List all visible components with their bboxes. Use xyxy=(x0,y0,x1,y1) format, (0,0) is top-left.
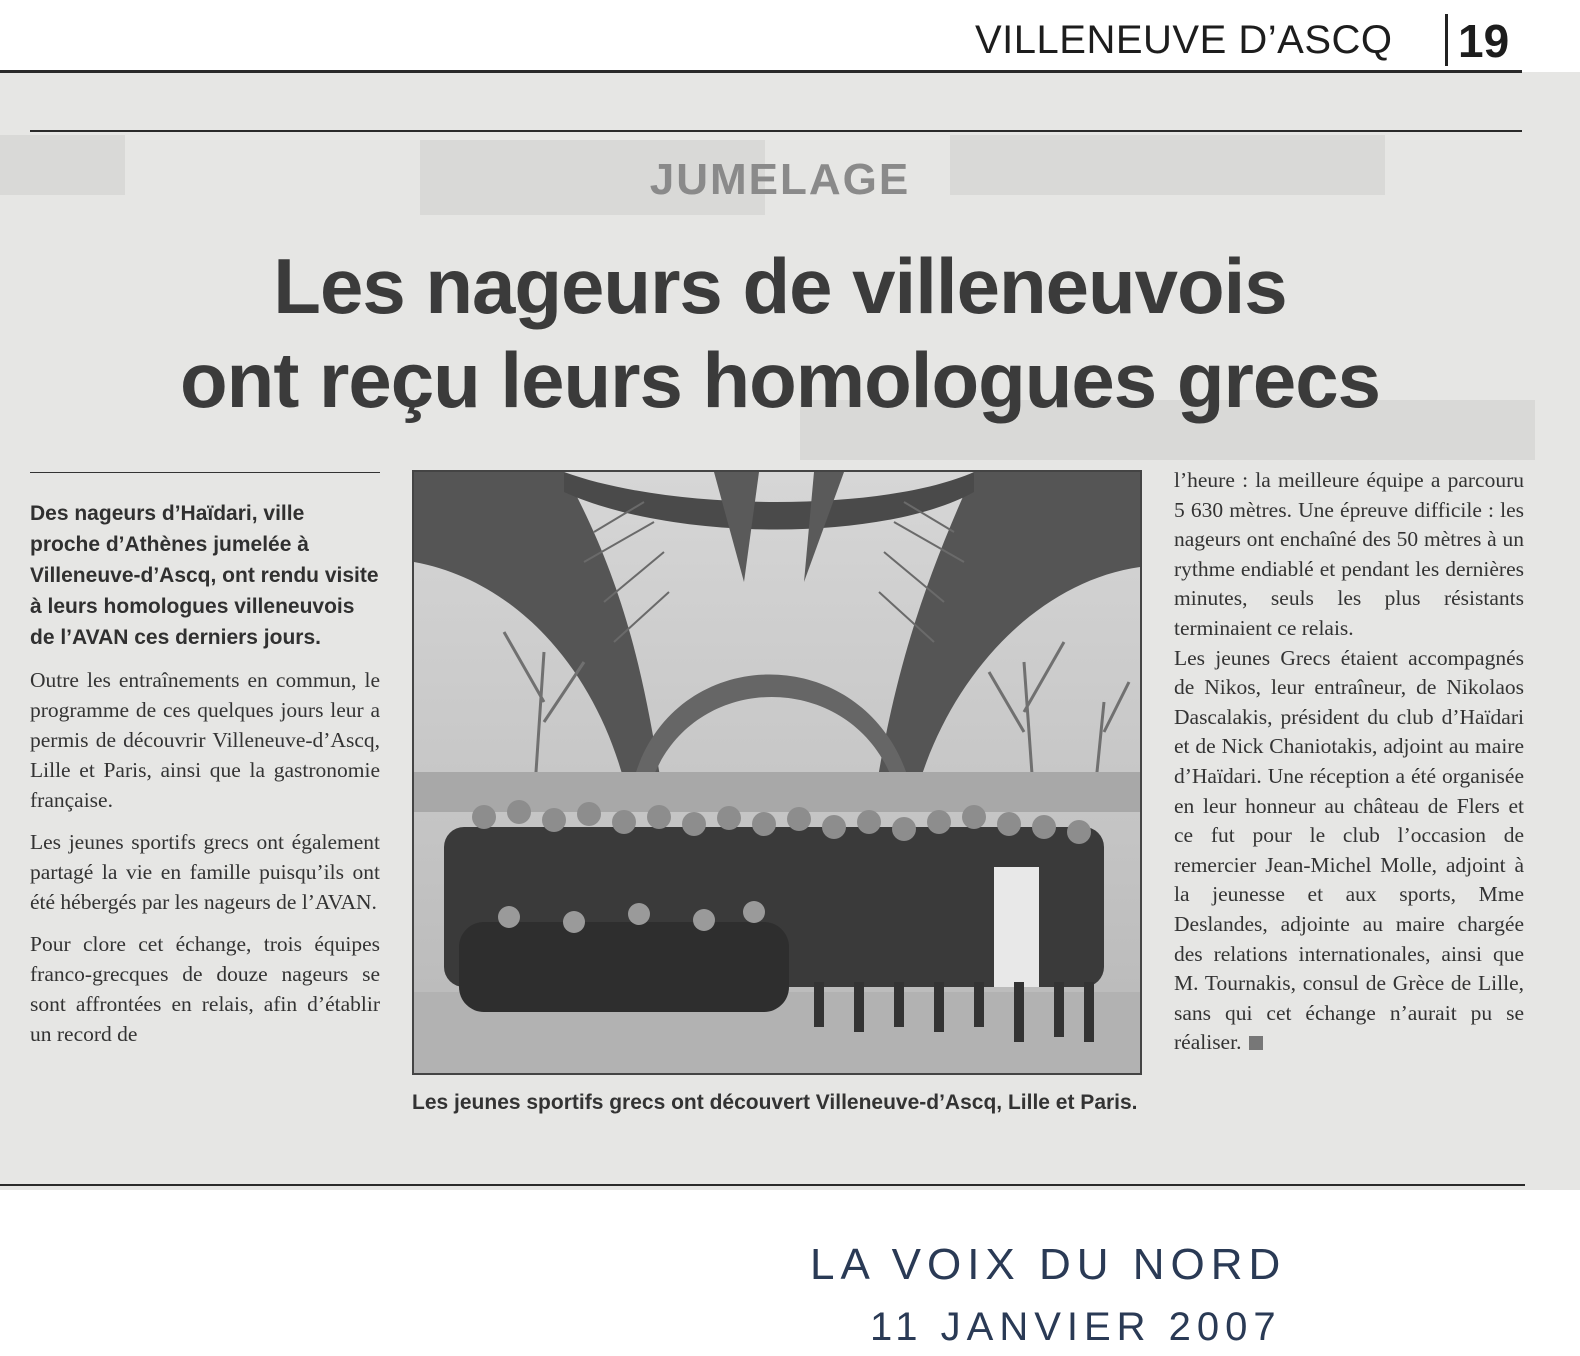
page-number: 19 xyxy=(1458,15,1510,67)
right-column xyxy=(1174,466,1524,1058)
divider xyxy=(30,130,1522,132)
divider xyxy=(0,70,1522,73)
left-column xyxy=(30,498,380,1061)
paragraph: Outre les entraînements en commun, le programme de ces quelques jours leur a permis de découvrir Villeneuve-d’Ascq, Lille et Paris, ainsi que la gastronomie française. xyxy=(30,668,380,812)
scan-margin xyxy=(0,0,962,72)
divider xyxy=(0,1184,1525,1186)
handwritten-date: 11 JANVIER 2007 xyxy=(870,1305,1282,1349)
section-name: VILLENEUVE D’ASCQ xyxy=(975,18,1393,62)
paragraph xyxy=(1174,644,1524,1058)
bleed-through-area xyxy=(0,135,125,195)
article-kicker: JUMELAGE xyxy=(649,155,911,204)
photo-caption: Les jeunes sportifs grecs ont découvert Villeneuve-d’Ascq, Lille et Paris. xyxy=(412,1091,1138,1114)
paragraph: l’heure : la meilleure équipe a parcouru 5 630 mètres. Une épreuve difficile : les nageurs ont enchaîné des 50 mètres à un rythme endiablé et pendant les dernières minutes, seuls les plus résistants terminaient ce relais. xyxy=(1174,468,1524,640)
divider xyxy=(30,472,380,473)
group-photo xyxy=(412,470,1142,1075)
header-separator xyxy=(1445,14,1448,66)
paragraph: Les jeunes sportifs grecs ont également partagé la vie en famille puisqu’ils ont été hébergés par les nageurs de l’AVAN. xyxy=(30,830,380,914)
paragraph-text: Les jeunes Grecs étaient accompagnés de Nikos, leur entraîneur, de Nikolaos Dascalakis, président du club d’Haïdari et de Nick Chaniotakis, adjoint au maire d’Haïdari. Une réception a été organisée en leur honneur au château de Flers et ce fut pour le club l’occasion de remercier Jean-Michel Molle, adjoint à la jeunesse et aux sports, Mme Deslandes, adjointe au maire chargée des relations internationales, ainsi que M. Tournakis, consul de Grèce de Lille, sans qui cet échange n’aurait pu se réaliser. xyxy=(1174,645,1524,1055)
end-of-article-mark xyxy=(1249,1036,1263,1050)
paragraph: Pour clore cet échange, trois équipes franco-grecques de douze nageurs se sont affrontées en relais, afin d’établir un record de xyxy=(30,932,380,1046)
handwritten-source: LA VOIX DU NORD xyxy=(810,1240,1287,1289)
headline-line: Les nageurs de villeneuvois xyxy=(273,242,1287,330)
article-lede: Des nageurs d’Haïdari, ville proche d’Athènes jumelée à Villeneuve-d’Ascq, ont rendu visite à leurs homologues villeneuvois de l’AVAN ces derniers jours. xyxy=(30,502,379,649)
article-headline xyxy=(40,240,1520,427)
eiffel-tower-group-photo xyxy=(414,472,1140,1073)
headline-line: ont reçu leurs homologues grecs xyxy=(180,335,1380,424)
